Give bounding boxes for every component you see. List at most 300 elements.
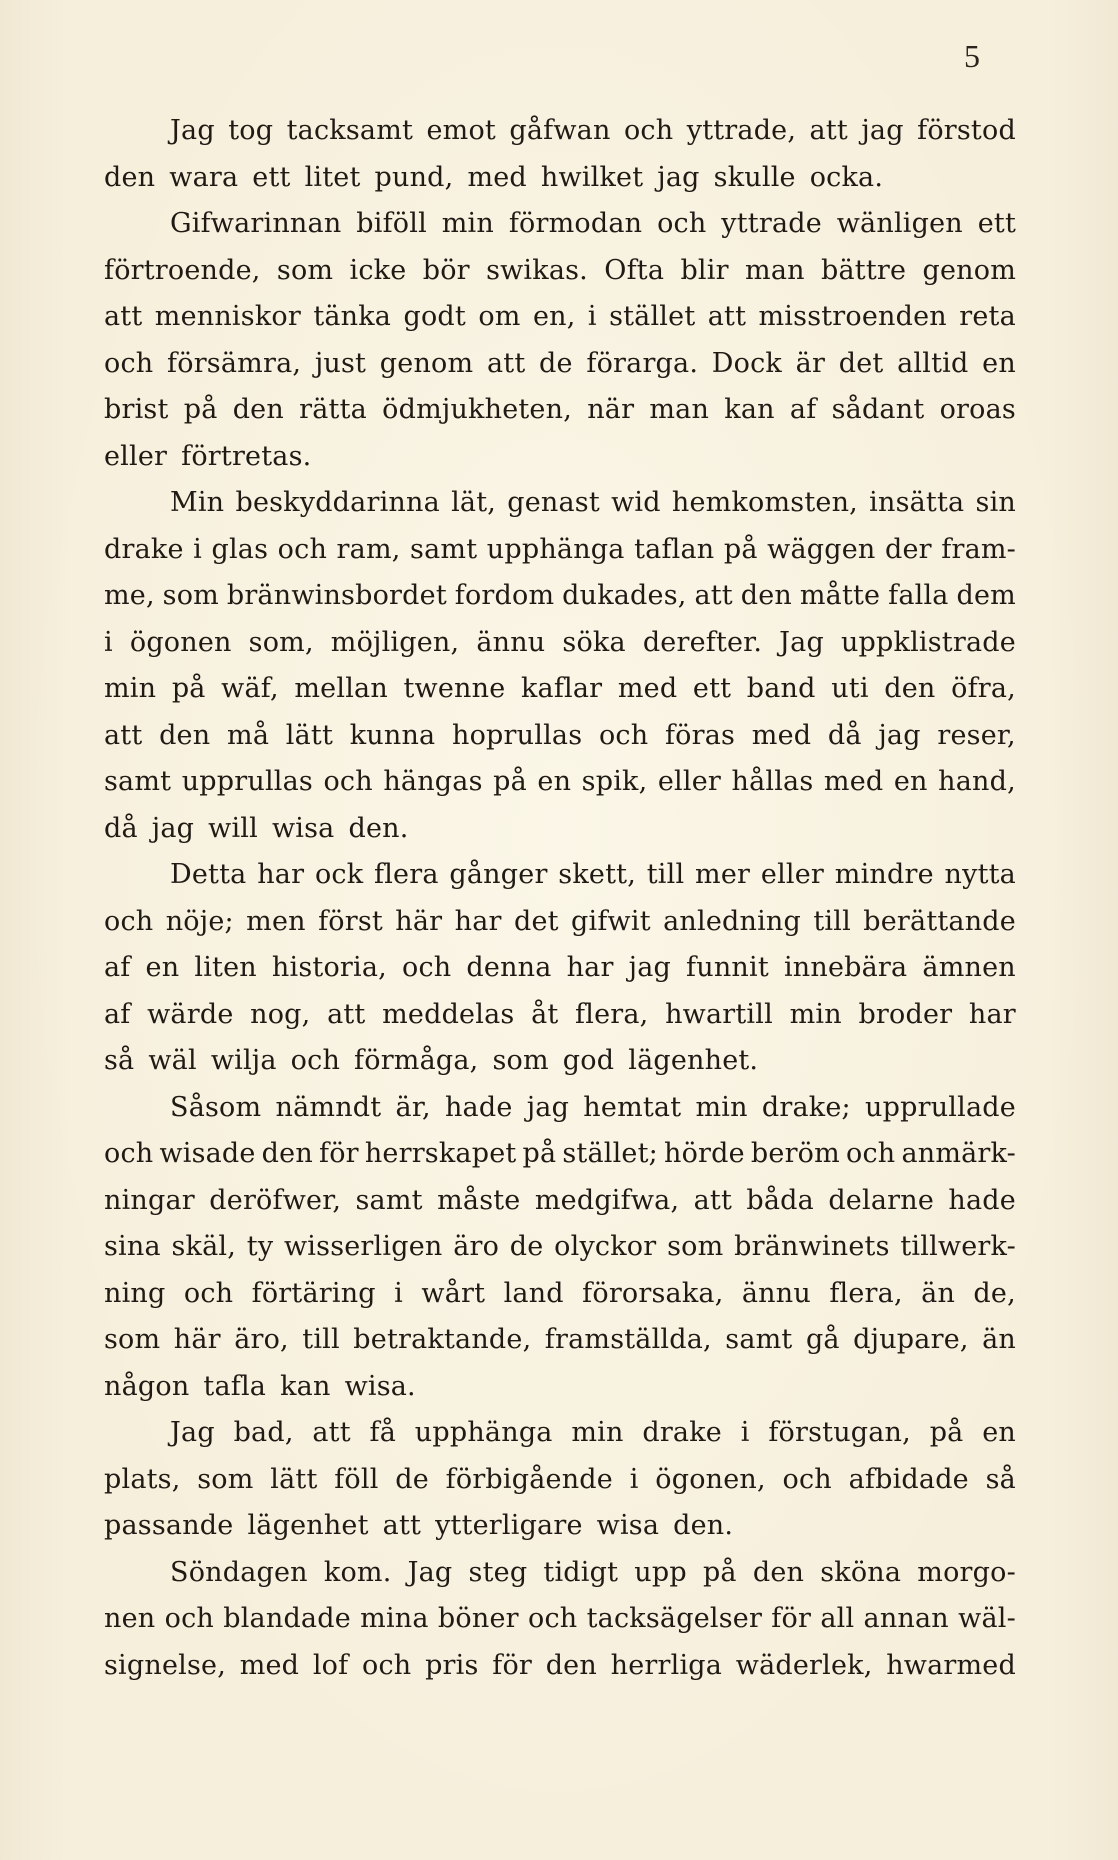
word: ögonen, (655, 1463, 766, 1495)
text-line (104, 852, 1016, 899)
word: pund, (374, 161, 454, 193)
word: har (454, 905, 502, 937)
word: olyckor (554, 1231, 657, 1262)
word: försämra, (167, 347, 302, 379)
word: få (369, 1417, 397, 1448)
word: förarga. (586, 347, 699, 379)
word: de (395, 1463, 429, 1495)
word: derefter. (642, 626, 763, 658)
word: hand, (938, 766, 1016, 797)
word: att (327, 998, 366, 1030)
word: funnit (686, 952, 769, 983)
word: Jag (170, 115, 215, 146)
word: söka (562, 626, 626, 658)
word: i (193, 533, 202, 565)
text-line (104, 1457, 1016, 1504)
word: den (261, 1138, 313, 1169)
word: taflan (634, 533, 715, 565)
word: medgifwa, (534, 1184, 680, 1216)
text-line (104, 1131, 1016, 1178)
word: den (104, 161, 156, 193)
word: lätt (270, 1463, 318, 1495)
text-line (104, 201, 1016, 248)
word: den (232, 394, 284, 425)
word: tillwerk- (900, 1231, 1016, 1262)
text-line (104, 1550, 1016, 1597)
word: och (290, 1045, 341, 1076)
word: upphänga (414, 1417, 553, 1448)
word: all (820, 1603, 855, 1634)
word: här (395, 905, 443, 937)
word: böner (437, 1603, 519, 1634)
text-line (104, 1364, 1016, 1411)
word: pris (425, 1649, 479, 1681)
word: i (394, 1277, 404, 1309)
word: drake; (761, 1091, 851, 1123)
word: kom. (323, 1556, 392, 1588)
word: mina (360, 1603, 429, 1634)
word: jag (628, 952, 671, 983)
word: mellan (294, 673, 388, 704)
word: ett (252, 161, 291, 193)
word: insätta (869, 487, 965, 518)
word: och (104, 347, 154, 379)
word: uti (831, 673, 869, 704)
word: sköna (820, 1556, 902, 1588)
word: den. (673, 1510, 734, 1541)
word: ty (246, 1231, 274, 1262)
word: som, (248, 626, 314, 658)
word: yttrade (721, 208, 822, 239)
word: sådant (831, 394, 925, 425)
text-line (104, 1317, 1016, 1364)
word: anledning (663, 905, 801, 937)
word: då (827, 719, 862, 751)
word: hade (948, 1184, 1016, 1216)
text-line (104, 806, 1016, 853)
word: de (539, 347, 573, 379)
word: kunna (349, 719, 436, 751)
word: till (646, 859, 685, 890)
word: wäf, (221, 673, 279, 704)
word: icke (349, 254, 407, 286)
word: ocka. (809, 161, 884, 193)
word: föll (334, 1463, 379, 1495)
word: är, (395, 1091, 431, 1123)
word: god (562, 1045, 615, 1076)
text-line (104, 1178, 1016, 1225)
word: ett (977, 208, 1016, 239)
word: wilja (210, 1045, 277, 1076)
word: will (208, 812, 258, 844)
word: annan (863, 1603, 949, 1634)
word: en (145, 952, 180, 983)
word: dem (956, 580, 1016, 611)
word: flera, (829, 1277, 903, 1309)
text-line (104, 759, 1016, 806)
word: en (982, 1417, 1016, 1448)
word: att (694, 580, 733, 611)
word: förmåga, (354, 1045, 479, 1076)
word: uppklistrade (840, 626, 1016, 658)
word: nen (104, 1603, 156, 1634)
word: Söndagen (170, 1556, 308, 1588)
word: den (740, 580, 792, 611)
word: eller (760, 859, 825, 890)
word: förtretas. (181, 440, 312, 472)
word: för (319, 1138, 359, 1169)
word: anmärk- (901, 1138, 1016, 1169)
word: mindre (834, 859, 934, 890)
word: genom (922, 254, 1016, 286)
word: lägenhet. (628, 1045, 759, 1076)
word: blir (680, 254, 729, 286)
word: och (183, 1277, 234, 1309)
text-line (104, 899, 1016, 946)
word: är (795, 347, 826, 379)
word: åt (531, 998, 559, 1030)
word: af (104, 998, 131, 1030)
word: tacksägelser (586, 1603, 763, 1634)
word: drake (104, 533, 184, 565)
word: Jag (407, 1556, 453, 1588)
word: bränwinsbordet (226, 580, 447, 611)
word: eller (104, 440, 168, 472)
word: wäl- (958, 1603, 1016, 1634)
word: beskyddarinna (235, 487, 440, 518)
text-line (104, 992, 1016, 1039)
word: min (104, 673, 157, 704)
word: hade (444, 1091, 513, 1123)
word: lätt (285, 719, 334, 751)
word: ämnen (922, 952, 1016, 983)
word: på (522, 1138, 557, 1169)
word: hängas (383, 766, 483, 797)
word: lägenhet (247, 1510, 369, 1541)
word: att (693, 1184, 733, 1216)
word: fram- (941, 533, 1016, 565)
word: ock (314, 859, 364, 890)
word: måtte (799, 580, 881, 611)
word: misstroenden (758, 301, 947, 332)
word: och (401, 952, 452, 983)
word: om (478, 301, 521, 332)
word: ännu (741, 1277, 811, 1309)
word: tänka (313, 301, 392, 332)
word: dukades, (562, 580, 687, 611)
word: så (985, 1463, 1016, 1495)
word: wisa (596, 1510, 660, 1541)
word: ning (104, 1277, 166, 1309)
word: öfra, (951, 673, 1016, 704)
word: herrskapet (364, 1138, 517, 1169)
word: alltid (897, 347, 969, 379)
word: upprullas (181, 766, 313, 797)
word: delarne (828, 1184, 934, 1216)
word: en, (532, 301, 576, 332)
word: att (486, 347, 526, 379)
word: wid (611, 487, 661, 518)
word: historia, (271, 952, 387, 983)
word: på (183, 394, 218, 425)
word: signelse, (104, 1649, 226, 1681)
word: hwarmed (886, 1649, 1016, 1681)
word: wara (169, 161, 239, 193)
word: jag (878, 719, 921, 751)
word: och (164, 1603, 214, 1634)
word: swikas. (486, 254, 588, 286)
word: den (545, 1649, 597, 1681)
word: och (657, 208, 707, 239)
word: wisa. (344, 1370, 416, 1402)
word: till (813, 905, 851, 937)
word: en (982, 347, 1016, 379)
word: bad, (233, 1417, 294, 1448)
word: på (929, 1417, 964, 1448)
word: spik, (581, 766, 648, 797)
word: förstugan, (768, 1417, 911, 1448)
word: samt (725, 1324, 793, 1355)
text-line (104, 1596, 1016, 1643)
word: bättre (821, 254, 907, 286)
word: min (695, 1091, 748, 1123)
word: lät, (451, 487, 497, 518)
word: band (746, 673, 816, 704)
word: Gifwarinnan (170, 208, 342, 239)
word: genast (507, 487, 600, 518)
word: i (629, 1463, 639, 1495)
word: wisa (271, 812, 335, 844)
text-line (104, 1503, 1016, 1550)
word: och (362, 1649, 412, 1681)
word: som (667, 1231, 724, 1262)
word: nämndt (275, 1091, 382, 1123)
word: me, (104, 580, 155, 611)
word: någon (104, 1370, 190, 1402)
word: de (509, 1231, 544, 1262)
word: det (838, 347, 884, 379)
word: ännu (476, 626, 546, 658)
word: gåfwan (509, 115, 611, 146)
word: de, (973, 1277, 1016, 1309)
word: gå (805, 1324, 840, 1355)
word: jag (861, 115, 904, 146)
word: föras (664, 719, 736, 751)
word: wäggen (767, 533, 876, 565)
word: passande (104, 1510, 234, 1541)
text-line (104, 527, 1016, 574)
word: wänligen (836, 208, 963, 239)
word: och (598, 719, 649, 751)
word: det (513, 905, 559, 937)
word: som (197, 1463, 254, 1495)
word: beröm (750, 1138, 840, 1169)
word: jag (657, 161, 700, 193)
word: och (846, 1138, 896, 1169)
word: ödmjukheten, (382, 394, 572, 425)
word: man (649, 394, 710, 425)
word: lof (312, 1649, 349, 1681)
word: på (723, 533, 758, 565)
word: för (492, 1649, 533, 1681)
word: menniskor (154, 301, 301, 332)
word: med (467, 161, 527, 193)
word: måste (437, 1184, 521, 1216)
word: genom (379, 347, 474, 379)
word: bränwinets (734, 1231, 890, 1262)
word: sina (104, 1231, 161, 1262)
word: tafla (203, 1370, 267, 1402)
word: ram, (336, 533, 401, 565)
word: twenne (403, 673, 506, 704)
word: wisserligen (284, 1231, 443, 1262)
word: wisade (159, 1138, 256, 1169)
word: brist (104, 394, 169, 425)
word: sin (975, 487, 1016, 518)
word: då (104, 812, 138, 844)
word: för (771, 1603, 812, 1634)
word: godt (403, 301, 466, 332)
word: stället; (562, 1138, 658, 1169)
word: Detta (170, 859, 247, 890)
word: blandade (223, 1603, 351, 1634)
word: än (921, 1277, 956, 1309)
word: tacksamt (286, 115, 414, 146)
word: betraktande, (353, 1324, 532, 1355)
word: afbidade (848, 1463, 969, 1495)
word: som (276, 254, 334, 286)
text-line (104, 573, 1016, 620)
word: morgo- (917, 1556, 1016, 1588)
word: nog, (250, 998, 311, 1030)
word: liten (194, 952, 257, 983)
word: med (239, 1649, 300, 1681)
text-line (104, 1224, 1016, 1271)
word: jag (526, 1091, 570, 1123)
word: bör (422, 254, 470, 286)
word: den (884, 673, 936, 704)
word: af (789, 394, 817, 425)
word: i (587, 301, 597, 332)
text-line (104, 108, 1016, 155)
word: Ofta (604, 254, 665, 286)
word: Dock (711, 347, 782, 379)
text-line (104, 248, 1016, 295)
word: hoprullas (452, 719, 583, 751)
text-line (104, 666, 1016, 713)
word: och (623, 115, 674, 146)
word: kan (724, 394, 775, 425)
word: förmodan (508, 208, 643, 239)
text-line (104, 387, 1016, 434)
word: på (171, 673, 206, 704)
word: upprullade (865, 1091, 1016, 1123)
text-line (104, 480, 1016, 527)
word: djupare, (853, 1324, 969, 1355)
word: wäderlek, (735, 1649, 873, 1681)
word: glas (211, 533, 269, 565)
word: och (323, 766, 373, 797)
word: min (441, 208, 494, 239)
word: ytterligare (435, 1510, 583, 1541)
text-line (104, 1038, 1016, 1085)
word: flera (374, 859, 439, 890)
word: till (302, 1324, 340, 1355)
word: rätta (299, 394, 367, 425)
word: äro (453, 1231, 500, 1262)
word: samt (104, 766, 172, 797)
word: har (566, 952, 614, 983)
word: eller (657, 766, 721, 797)
word: och (104, 905, 154, 937)
word: gifwit (571, 905, 651, 937)
word: har (257, 859, 305, 890)
word: nytta (944, 859, 1016, 890)
word: man (745, 254, 805, 286)
word: möjligen, (330, 626, 460, 658)
word: berättande (863, 905, 1016, 937)
word: hållas (731, 766, 814, 797)
word: men (246, 905, 306, 937)
word: denna (466, 952, 552, 983)
word: med (617, 673, 678, 704)
word: hwilket (540, 161, 644, 193)
word: Jag (779, 626, 824, 658)
word: hemkomsten, (671, 487, 858, 518)
word: meddelas (382, 998, 515, 1030)
word: ningar (104, 1184, 195, 1216)
word: äro, (234, 1324, 289, 1355)
word: reta (959, 301, 1016, 332)
word: ett (692, 673, 732, 704)
word: förbigående (445, 1463, 613, 1495)
word: ögonen (129, 626, 232, 658)
text-line (104, 945, 1016, 992)
word: och (277, 533, 328, 565)
word: först (318, 905, 383, 937)
word: emot (426, 115, 496, 146)
word: som (162, 580, 219, 611)
word: att (104, 719, 143, 751)
word: förstod (917, 115, 1016, 146)
word: den. (348, 812, 409, 844)
word: förorsaka, (582, 1277, 724, 1309)
word: och (104, 1138, 154, 1169)
word: jag (151, 812, 195, 844)
word: en (537, 766, 572, 797)
word: i (740, 1417, 750, 1448)
word: reser, (937, 719, 1016, 751)
word: att (707, 301, 747, 332)
text-line (104, 1271, 1016, 1318)
word: framställda, (544, 1324, 712, 1355)
word: en (893, 766, 928, 797)
text-line (104, 713, 1016, 760)
word: land (503, 1277, 564, 1309)
word: min (571, 1417, 624, 1448)
word: samt (410, 533, 478, 565)
word: yttrade, (686, 115, 797, 146)
word: på (493, 766, 527, 797)
word: wärde (147, 998, 234, 1030)
word: som (492, 1045, 549, 1076)
word: på (702, 1556, 737, 1588)
word: fordom (454, 580, 555, 611)
word: den (159, 719, 211, 751)
word: drake (642, 1417, 722, 1448)
text-line (104, 294, 1016, 341)
word: oroas (939, 394, 1016, 425)
